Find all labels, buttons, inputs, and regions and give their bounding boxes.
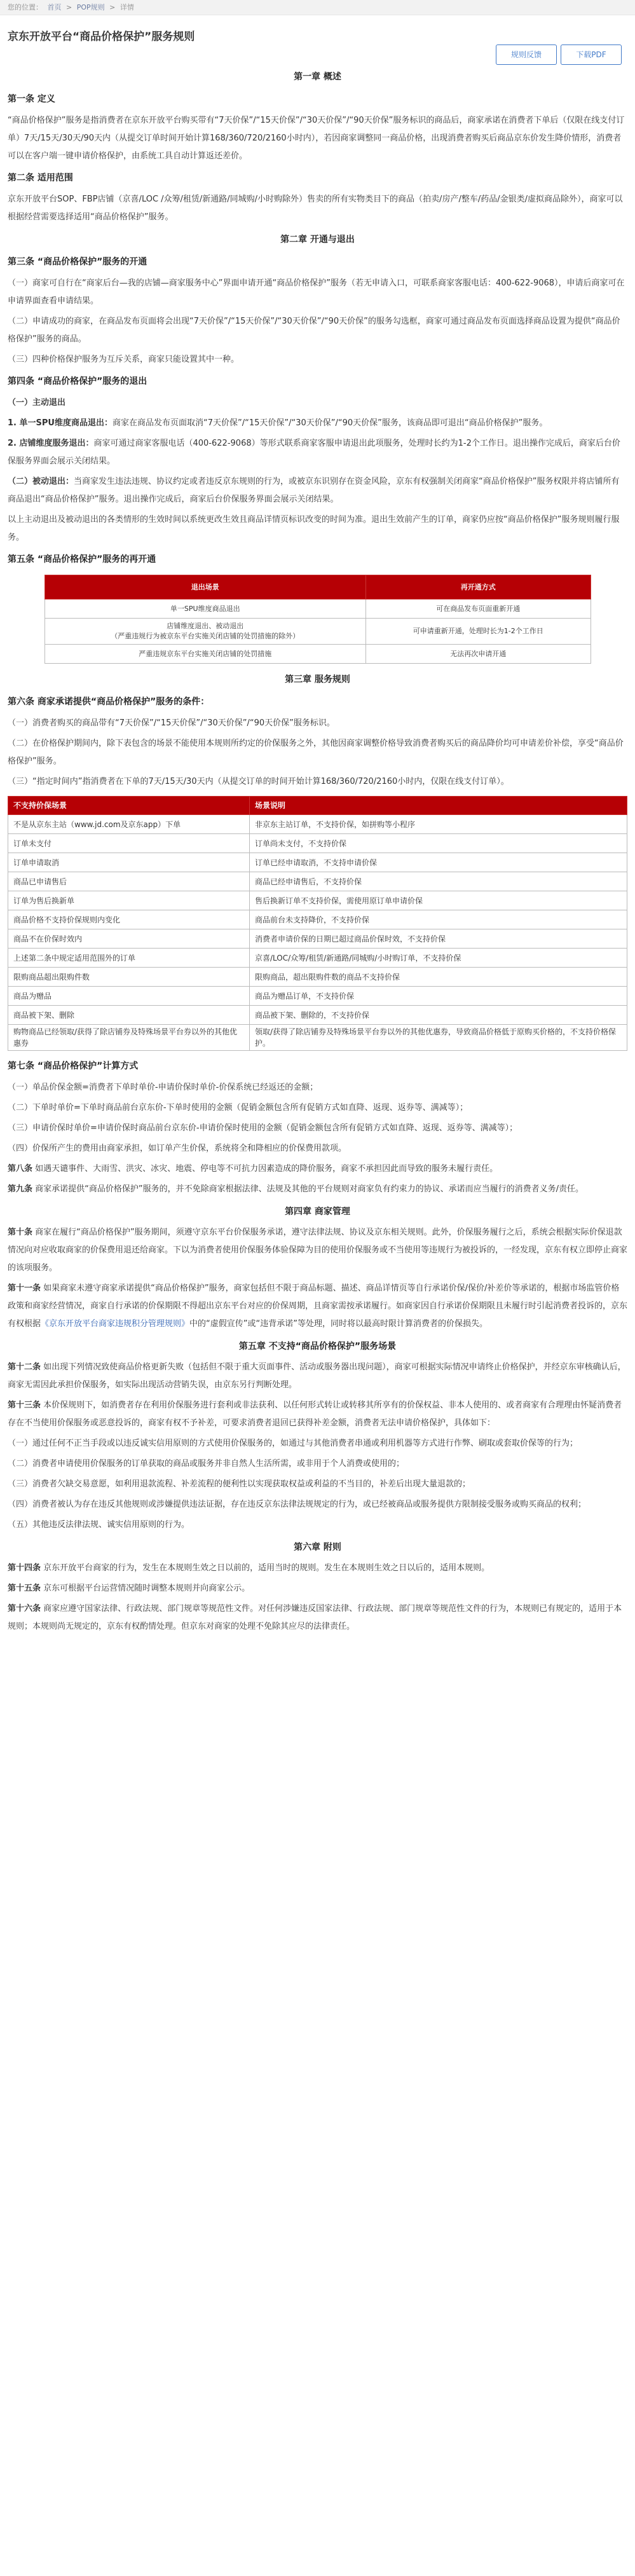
paragraph: 京东开放平台SOP、FBP店铺（京喜/LOC /众筹/租赁/新通路/同城购/小时购除外）售卖的所有实物类目下的商品（拍卖/房产/整车/药品/金银类/虚拟商品除外），商家可以根据经营需要选择适用“商品价格保护”服务。: [8, 195, 623, 222]
paragraph: [8, 414, 627, 432]
table-row: [8, 1025, 627, 1051]
table-cell: 售后换新订单不支持价保，需使用原订单申请价保: [250, 891, 627, 910]
paragraph-text: 当商家发生违法违规、协议约定或者违反京东规则的行为，或被京东识别存在资金风险，京东有权强制关闭商家“商品价格保护”服务权限并将店铺所有商品退出“商品价格保护”服务。退出操作完成后，商家后台价保服务界面会展示关闭结果。: [8, 477, 620, 504]
article-label: 第十一条: [8, 1284, 41, 1293]
paragraph: [8, 1397, 627, 1432]
paragraph-text: 如遇天谴事件、大雨雪、洪灾、冰灾、地震、停电等不可抗力因素造成的降价服务，商家不承担因此而导致的服务未履行责任。: [35, 1164, 498, 1174]
table-cell: 订单已经申请取消，不支持申请价保: [250, 853, 627, 872]
paragraph: （三）四种价格保护服务为互斥关系，商家只能设置其中一种。: [8, 355, 240, 364]
paragraph-text: 京东可根据平台运营情况随时调整本规则并向商家公示。: [43, 1584, 250, 1593]
cell-line: （严重违规行为被京东平台实施关闭店铺的处罚措施的除外）: [111, 632, 300, 640]
paragraph: （二）在价格保护期间内，除下表包含的场景不能使用本规则所约定的价保服务之外，其他因商家调整价格导致消费者购买后的商品降价均可申请差价补偿，享受“商品价格保护”服务。: [8, 739, 624, 766]
breadcrumb-home[interactable]: 首页: [47, 3, 62, 11]
paragraph: （一）主动退出: [8, 398, 66, 408]
paragraph-text: 如果商家未遵守商家承诺提供“商品价格保护”服务，商家包括但不限于商品标题、描述、商品详情页等自行承诺价保/保价/补差价等承诺的，根据市场监管价格政策和商家经营情况，商家自行承诺的价保期限不得超出京东平台对应的价保周期，且商家需按承诺履行。如商家因自行承诺价保期限且未履行时引起消费者投诉的，京东有权根据: [8, 1284, 628, 1329]
table-row: [8, 929, 627, 949]
chapter-6-title: 第六章 附则: [294, 1542, 341, 1552]
paragraph: [8, 1559, 627, 1577]
table-header: 不支持价保场景: [8, 797, 250, 815]
table-cell: 京喜/LOC/众筹/租赁/新通路/同城购/小时购订单，不支持价保: [250, 949, 627, 968]
table-cell: 单一SPU维度商品退出: [44, 599, 366, 619]
page-title: 京东开放平台“商品价格保护”服务规则: [8, 31, 195, 43]
table-row: [8, 910, 627, 929]
paragraph-text: 商家可通过商家客服电话（400-622-9068）等形式联系商家客服申请退出此项服务，处理时长约为1-2个工作日。退出操作完成后，商家后台价保服务界面会展示关闭结果。: [8, 439, 620, 466]
table-row: [8, 815, 627, 834]
download-pdf-button[interactable]: 下载PDF: [561, 45, 622, 65]
paragraph: [8, 1280, 627, 1333]
table-header-row: [8, 797, 627, 815]
paragraph: [8, 1359, 627, 1394]
related-rules-button[interactable]: 规则反馈: [496, 45, 557, 65]
paragraph: （二）消费者申请使用价保服务的订单获取的商品或服务并非自然人生活所需，或非用于个人消费或使用的；: [8, 1459, 405, 1469]
breadcrumb: [0, 0, 635, 15]
article-label: 第十三条: [8, 1401, 41, 1410]
table-cell: 商品不在价保时效内: [8, 929, 250, 949]
table-row: [8, 891, 627, 910]
paragraph-text: 中的“虚假宣传”或“违背承诺”等处理，同时将以最高时限计算消费者的价保损失。: [189, 1319, 488, 1329]
article-5-title: 第五条 “商品价格保护”服务的再开通: [8, 554, 156, 565]
paragraph-text: 商家应遵守国家法律、行政法规、部门规章等规范性文件。对任何涉嫌违反国家法律、行政法规、部门规章等规范性文件的行为，本规则已有规定的，适用于本规则；本规则尚无规定的，京东有权酌情处理。但京东对商家的处理不免除其应尽的法律责任。: [8, 1604, 622, 1631]
paragraph: [8, 1181, 627, 1198]
table-cell: 商品为赠品订单，不支持价保: [250, 987, 627, 1006]
table-row: [44, 645, 591, 664]
article-1-title: 第一条 定义: [8, 94, 55, 104]
paragraph: [8, 1160, 627, 1178]
paragraph-text: 商家在履行“商品价格保护”服务期间，须遵守京东平台价保服务承诺，遵守法律法规、协议及京东相关规则。此外，价保服务履行之后，系统会根据实际价保退款情况向对应收取商家的价保费用退还给商家。下以为消费者使用价保服务体验保障为目的使用价保服务或不当使用等违规行为被投诉的，一经发现，京东有权立即停止商家的该项服务。: [8, 1228, 628, 1273]
table-header: 再开通方式: [366, 575, 591, 599]
table-row: [44, 599, 591, 619]
chapter-1-title: 第一章 概述: [294, 72, 341, 82]
article-4-title: 第四条 “商品价格保护”服务的退出: [8, 376, 147, 387]
paragraph: “商品价格保护”服务是指消费者在京东开放平台购买带有“7天价保”/“15天价保”/“30天价保”/“90天价保”服务标识的商品后，商家承诺在消费者下单后（仅限在线支付订单）7天/15天/30天/90天内（从提交订单时间开始计算168/360/720/2160小时内），若因商家调整同一商品价格，出现消费者购买后商品京东价发生降价情形，消费者可以在客户端一键申请价格保护，由系统工具自动计算返还差价。: [8, 116, 625, 161]
paragraph: （五）其他违反法律法规、诚实信用原则的行为。: [8, 1520, 190, 1530]
table-row: [8, 1006, 627, 1025]
article-label: 第十五条: [8, 1584, 41, 1593]
paragraph-text: 本价保规则下，如消费者存在利用价保服务进行套利或非法获利、以任何形式转让或转移其所享有的价保权益、非本人使用的、或者商家有合理理由怀疑消费者存在不当使用价保服务或恶意投诉的，商家有权不予补差，可要求消费者退回已获得补差金额，消费者无法申请价格保护，具体如下：: [8, 1401, 622, 1428]
paragraph: （一）消费者购买的商品带有“7天价保”/“15天价保”/“30天价保”/“90天价保”服务标识。: [8, 718, 335, 728]
table-row: [44, 619, 591, 645]
chapter-3-title: 第三章 服务规则: [285, 675, 350, 685]
cell-line: 店铺维度退出、被动退出: [167, 622, 244, 630]
article-3-title: 第三条 “商品价格保护”服务的开通: [8, 257, 147, 267]
table-cell: 订单未支付: [8, 834, 250, 853]
breadcrumb-sep: >: [109, 3, 116, 11]
table-cell: 商品为赠品: [8, 987, 250, 1006]
paragraph-text: 商家承诺提供“商品价格保护”服务的，并不免除商家根据法律、法规及其他的平台规则对商家负有约束力的协议、承诺而应当履行的消费者义务/责任。: [35, 1184, 584, 1194]
table-row: [8, 987, 627, 1006]
article-label: 第十六条: [8, 1604, 41, 1613]
article-6-title: 第六条 商家承诺提供“商品价格保护”服务的条件：: [8, 697, 210, 707]
paragraph: 以上主动退出及被动退出的各类情形的生效时间以系统更改生效且商品详情页标识改变的时间为准。退出生效前产生的订单，商家仍应按“商品价格保护”服务规则履行服务。: [8, 515, 620, 542]
paragraph: （四）消费者被认为存在违反其他规则或涉嫌提供违法证据，存在违反京东法律法规规定的行为，或已经被商品或服务提供方限制接受服务或购买商品的权利；: [8, 1500, 587, 1509]
table-row: [8, 949, 627, 968]
table-cell: 订单申请取消: [8, 853, 250, 872]
paragraph-text: 京东开放平台商家的行为，发生在本规则生效之日以前的，适用当时的规则。发生在本规则生效之日以后的，适用本规则。: [43, 1563, 490, 1573]
rule-content: [0, 56, 635, 1645]
chapter-2-title: 第二章 开通与退出: [280, 235, 355, 245]
table-cell: 限购商品，超出限购件数的商品不支持价保: [250, 968, 627, 987]
table-cell: 非京东主站订单，不支持价保，如拼购等小程序: [250, 815, 627, 834]
bold-label: （二）被动退出：: [8, 477, 74, 486]
article-7-title: 第七条 “商品价格保护”计算方式: [8, 1061, 139, 1071]
unsupported-scenario-table: [8, 796, 627, 1051]
paragraph: （三）申请价保时单价=申请价保时商品前台京东价-申请价保时使用的金额（促销金额包含所有促销方式如直降、返现、返券等、满减等）；: [8, 1123, 518, 1133]
breadcrumb-prefix: 您的位置：: [8, 3, 43, 11]
table-cell: 消费者申请价保的日期已超过商品价保时效，不支持价保: [250, 929, 627, 949]
paragraph: （三）消费者欠缺交易意愿，如利用退款流程、补差流程的便利性以实现获取权益或利益的不当目的，补差后出现大量退款的；: [8, 1479, 471, 1489]
paragraph: （一）单品价保金额=消费者下单时单价-申请价保时单价-价保系统已经返还的金额；: [8, 1083, 318, 1092]
article-label: 第八条: [8, 1164, 33, 1174]
table-cell: 商品价格不支持价保规则内变化: [8, 910, 250, 929]
table-cell: 商品已经申请售后，不支持价保: [250, 872, 627, 891]
article-2-title: 第二条 适用范围: [8, 173, 73, 183]
table-cell: 限购商品超出限购件数: [8, 968, 250, 987]
paragraph: [8, 473, 627, 509]
table-cell: 商品已申请售后: [8, 872, 250, 891]
table-cell: 购物商品已经领取/获得了除店铺券及特殊场景平台券以外的其他优惠券: [8, 1025, 250, 1051]
paragraph: （一）通过任何不正当手段或以违反诚实信用原则的方式使用价保服务的，如通过与其他消费者串通或利用机器等方式进行作弊、刷取或套取价保等的行为；: [8, 1439, 578, 1448]
article-label: 第九条: [8, 1184, 33, 1194]
paragraph: [8, 1600, 627, 1636]
breadcrumb-section[interactable]: POP规则: [76, 3, 105, 11]
article-label: 第十四条: [8, 1563, 41, 1573]
header: [0, 15, 635, 59]
table-cell: 严重违规京东平台实施关闭店铺的处罚措施: [44, 645, 366, 664]
chapter-4-title: 第四章 商家管理: [285, 1207, 350, 1217]
table-cell: 上述第二条中规定适用范围外的订单: [8, 949, 250, 968]
table-cell: 商品前台未支持降价，不支持价保: [250, 910, 627, 929]
table-row: [8, 834, 627, 853]
table-cell: 商品被下架、删除的，不支持价保: [250, 1006, 627, 1025]
table-cell: 可申请重新开通，处理时长为1-2个工作日: [366, 619, 591, 645]
paragraph: （二）申请成功的商家，在商品发布页面将会出现“7天价保”/“15天价保”/“30天价保”/“90天价保”的服务勾选框，商家可通过商品发布页面选择商品设置为提供“商品价格保护”服务的商品。: [8, 317, 620, 344]
chapter-5-title: 第五章 不支持“商品价格保护”服务场景: [238, 1341, 397, 1352]
article-label: 第十二条: [8, 1362, 41, 1372]
reopen-table: [44, 575, 591, 664]
table-cell: 订单尚未支付，不支持价保: [250, 834, 627, 853]
bold-label: 2. 店铺维度服务退出：: [8, 439, 94, 448]
paragraph: [8, 1580, 627, 1598]
paragraph: [8, 435, 627, 470]
table-header: 场景说明: [250, 797, 627, 815]
paragraph: （一）商家可自行在“商家后台—我的店铺—商家服务中心”界面申请开通“商品价格保护”服务（若无申请入口，可联系商家客服电话：400-622-9068），申请后商家可在申请界面查看申请结果。: [8, 278, 625, 306]
table-row: [8, 872, 627, 891]
paragraph-text: 如出现下列情况致使商品价格更新失败（包括但不限于重大页面事件、活动或服务器出现问题），商家可根据实际情况申请终止价格保护，并经京东审核确认后，商家无需因此承担价保服务，如实际出现活动营销失误，由京东另行判断处理。: [8, 1362, 626, 1390]
bold-label: 1. 单一SPU维度商品退出：: [8, 418, 113, 428]
table-cell: 无法再次申请开通: [366, 645, 591, 664]
paragraph-text: 商家在商品发布页面取消“7天价保”/“15天价保”/“30天价保”/“90天价保”服务，该商品即可退出“商品价格保护”服务。: [112, 418, 548, 428]
table-cell: 不是从京东主站（www.jd.com及京东app）下单: [8, 815, 250, 834]
paragraph: （二）下单时单价=下单时商品前台京东价-下单时使用的金额（促销金额包含所有促销方式如直降、返现、返券等、满减等）；: [8, 1103, 468, 1113]
table-cell: 领取/获得了除店铺券及特殊场景平台券以外的其他优惠券，导致商品价格低于原购买价格的，不支持价格保护。: [250, 1025, 627, 1051]
table-header: 退出场景: [44, 575, 366, 599]
breadcrumb-sep: >: [66, 3, 72, 11]
paragraph: （三）“指定时间内”指消费者在下单的7天/15天/30天内（从提交订单的时间开始计算168/360/720/2160小时内，仅限在线支付订单）。: [8, 777, 509, 786]
table-cell: [44, 619, 366, 645]
table-header-row: [44, 575, 591, 599]
breadcrumb-item: 详情: [119, 3, 134, 11]
table-row: [8, 968, 627, 987]
table-cell: 订单为售后换新单: [8, 891, 250, 910]
table-cell: 商品被下架、删除: [8, 1006, 250, 1025]
paragraph: [8, 1224, 627, 1277]
paragraph: （四）价保所产生的费用由商家承担，如订单产生价保，系统将全和降相应的价保费用款项。: [8, 1144, 347, 1153]
article-label: 第十条: [8, 1228, 33, 1237]
violation-rules-link[interactable]: 《京东开放平台商家违规积分管理规则》: [41, 1319, 190, 1329]
table-cell: 可在商品发布页面重新开通: [366, 599, 591, 619]
table-row: [8, 853, 627, 872]
